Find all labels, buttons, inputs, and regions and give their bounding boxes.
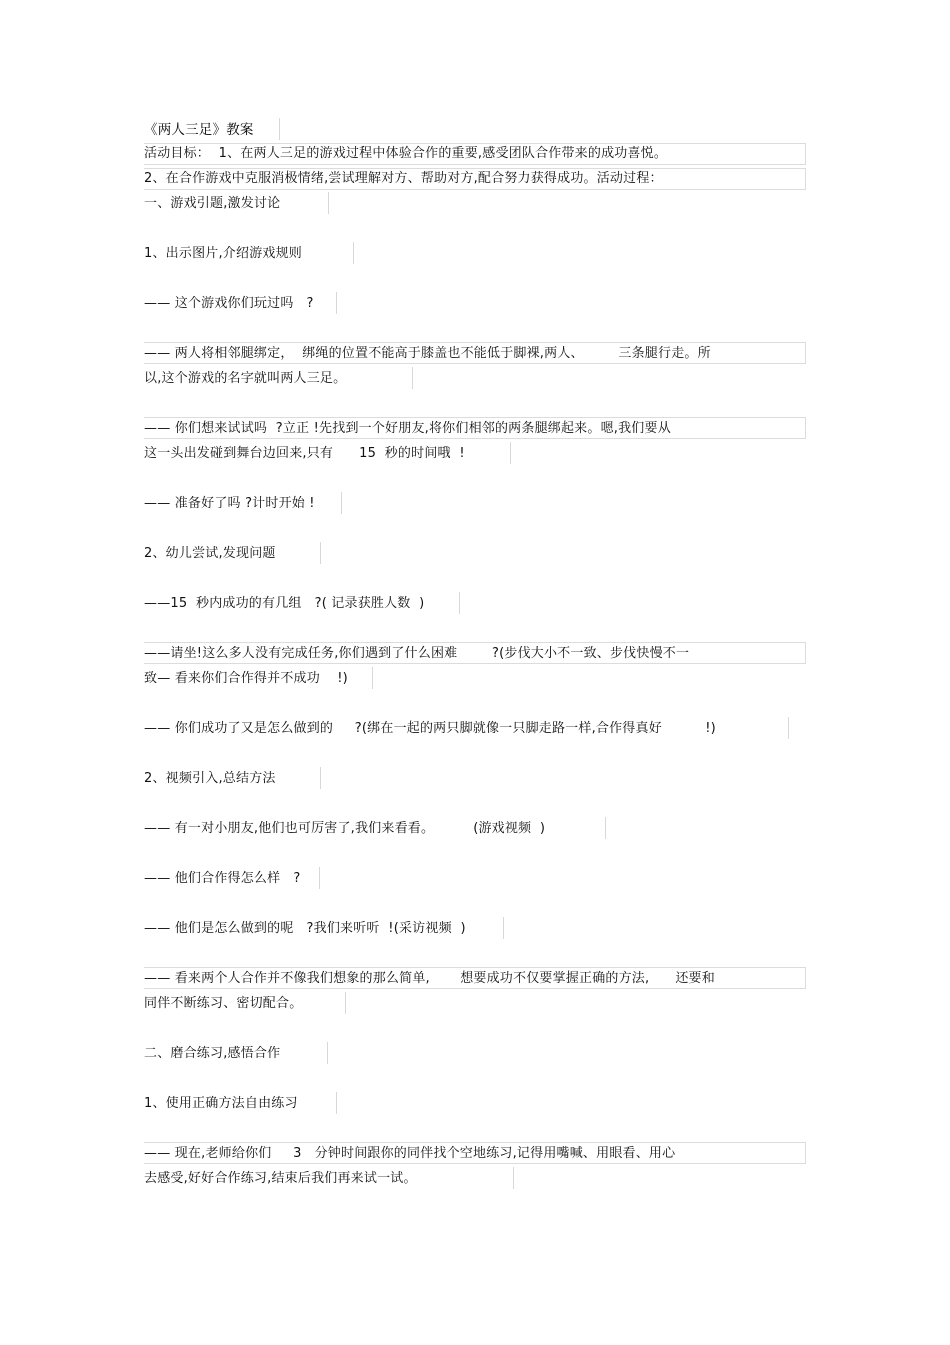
doc-line: 1、出示图片,介绍游戏规则 (144, 246, 303, 261)
doc-line: —— 看来两个人合作并不像我们想象的那么简单, 想要成功不仅要掌握正确的方法, 还要和 (144, 971, 715, 986)
doc-line: 这一头出发碰到舞台边回来,只有 15 秒的时间哦 ! (144, 446, 465, 461)
doc-title: 《两人三足》教案 (144, 122, 254, 138)
cell-border (320, 767, 321, 789)
cell-border (605, 817, 606, 839)
cell-border (788, 717, 789, 739)
cell-border (328, 192, 329, 214)
doc-line: —— 这个游戏你们玩过吗 ? (144, 296, 314, 311)
doc-line: 去感受,好好合作练习,结束后我们再来试一试。 (144, 1171, 417, 1186)
cell-border (510, 442, 511, 464)
doc-line: 2、幼儿尝试,发现问题 (144, 546, 276, 561)
doc-line: —— 他们是怎么做到的呢 ?我们来听听 !(采访视频 ) (144, 921, 466, 936)
doc-line: —— 他们合作得怎么样 ? (144, 871, 301, 886)
doc-line: ——15 秒内成功的有几组 ?( 记录获胜人数 ) (144, 596, 425, 611)
cell-border (503, 917, 504, 939)
cell-border (319, 867, 320, 889)
doc-line: 致— 看来你们合作得并不成功 !) (144, 671, 348, 686)
cell-border (459, 592, 460, 614)
cell-border (412, 367, 413, 389)
doc-line: —— 现在,老师给你们 3 分钟时间跟你的同伴找个空地练习,记得用嘴喊、用眼看、用心 (144, 1146, 676, 1161)
cell-border (353, 242, 354, 264)
cell-border (320, 542, 321, 564)
doc-line: 1、使用正确方法自由练习 (144, 1096, 298, 1111)
doc-line: —— 你们成功了又是怎么做到的 ?(绑在一起的两只脚就像一只脚走路一样,合作得真好 !) (144, 721, 716, 736)
doc-line: —— 两人将相邻腿绑定， 绑绳的位置不能高于膝盖也不能低于脚裸,两人、 三条腿行走。所 (144, 346, 711, 361)
doc-line: ——请坐!这么多人没有完成任务,你们遇到了什么困难 ?(步伐大小不一致、步伐快慢不一 (144, 646, 690, 661)
doc-line: 活动目标： 1、在两人三足的游戏过程中体验合作的重要,感受团队合作带来的成功喜悦。 (144, 146, 668, 161)
doc-line: —— 你们想来试试吗 ?立正 !先找到一个好朋友,将你们相邻的两条腿绑起来。嗯,我们要从 (144, 421, 671, 436)
doc-line: 同伴不断练习、密切配合。 (144, 996, 303, 1011)
cell-border (279, 118, 280, 140)
cell-border (372, 667, 373, 689)
doc-line: 2、视频引入,总结方法 (144, 771, 276, 786)
doc-line: 以,这个游戏的名字就叫两人三足。 (144, 371, 347, 386)
doc-line: 2、在合作游戏中克服消极情绪,尝试理解对方、帮助对方,配合努力获得成功。活动过程： (144, 171, 663, 186)
cell-border (345, 992, 346, 1014)
doc-line: 一、游戏引题,激发讨论 (144, 196, 281, 211)
cell-border (327, 1042, 328, 1064)
cell-border (336, 292, 337, 314)
cell-border (336, 1092, 337, 1114)
doc-line: 二、磨合练习,感悟合作 (144, 1046, 281, 1061)
doc-line: —— 有一对小朋友,他们也可厉害了,我们来看看。 (游戏视频 ) (144, 821, 546, 836)
cell-border (341, 492, 342, 514)
doc-line: —— 准备好了吗 ?计时开始 ! (144, 496, 315, 511)
cell-border (513, 1167, 514, 1189)
